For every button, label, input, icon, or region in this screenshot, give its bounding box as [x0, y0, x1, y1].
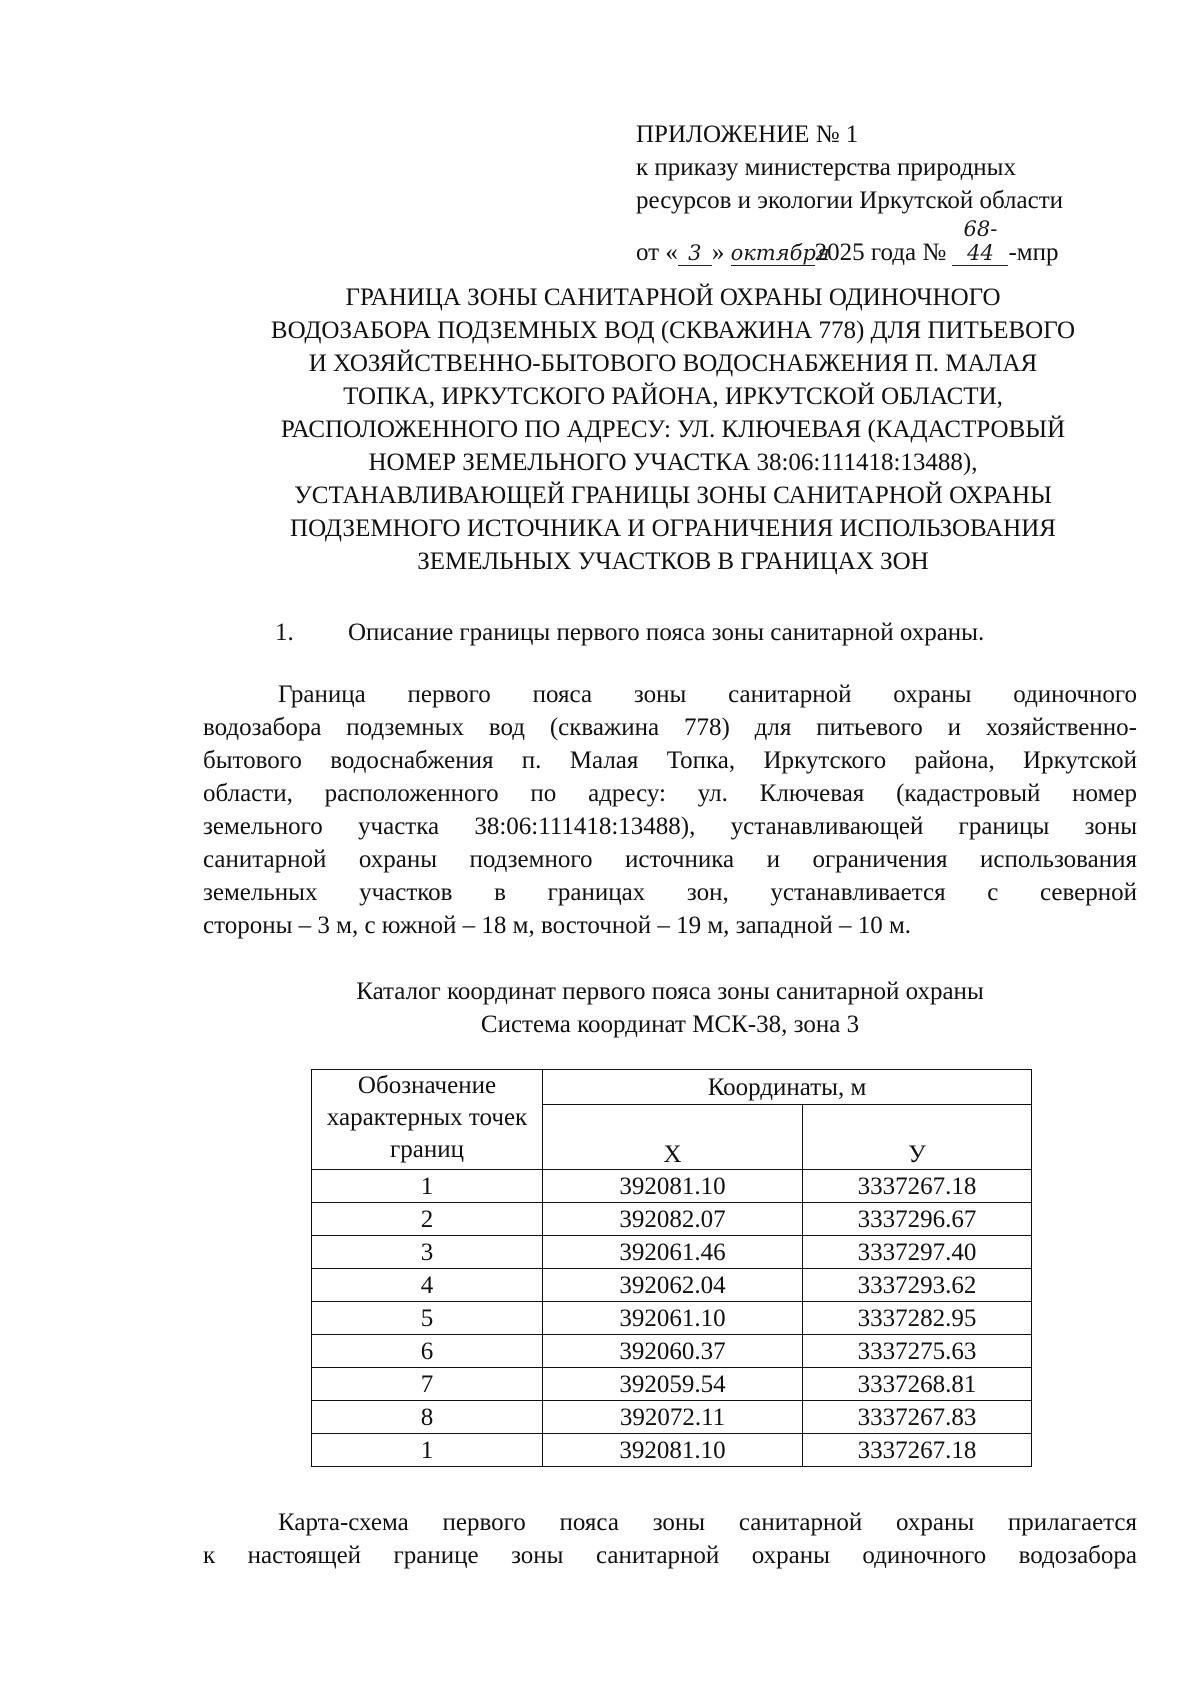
section-heading-text: Описание границы первого пояса зоны санитарной охраны. — [348, 619, 985, 646]
cell-y: 3337267.18 — [803, 1434, 1032, 1467]
appendix-line-2: к приказу министерства природных — [636, 154, 1016, 181]
handwritten-day: 3 — [678, 241, 712, 266]
boundary-description-paragraph — [203, 678, 1137, 942]
section-1-heading — [275, 616, 984, 649]
cell-point: 3 — [312, 1236, 543, 1269]
table-row — [312, 1302, 1032, 1335]
table-row — [312, 1236, 1032, 1269]
cell-y: 3337275.63 — [803, 1335, 1032, 1368]
table-row — [312, 1434, 1032, 1467]
paragraph-line: земельного участка 38:06:111418:13488), устанавливающей границы зоны — [203, 813, 1137, 840]
date-prefix: от « — [636, 239, 678, 266]
caption-line-1: Каталог координат первого пояса зоны санитарной охраны — [356, 978, 984, 1005]
cell-point: 7 — [312, 1368, 543, 1401]
paragraph-line: области, расположенного по адресу: ул. Ключевая (кадастровый номер — [203, 780, 1137, 807]
title-line: УСТАНАВЛИВАЮЩЕЙ ГРАНИЦЫ ЗОНЫ САНИТАРНОЙ ОХРАНЫ — [294, 482, 1052, 509]
title-line: НОМЕР ЗЕМЕЛЬНОГО УЧАСТКА 38:06:111418:13488), — [368, 449, 978, 476]
document-title — [190, 281, 1156, 578]
title-line: ПОДЗЕМНОГО ИСТОЧНИКА И ОГРАНИЧЕНИЯ ИСПОЛЬЗОВАНИЯ — [290, 515, 1056, 542]
paragraph-line: Граница первого пояса зоны санитарной охраны одиночного — [278, 681, 1137, 708]
cell-x: 392059.54 — [543, 1368, 803, 1401]
title-line: ВОДОЗАБОРА ПОДЗЕМНЫХ ВОД (СКВАЖИНА 778) ДЛЯ ПИТЬЕВОГО — [270, 317, 1076, 344]
paragraph-line: водозабора подземных вод (скважина 778) для питьевого и хозяйственно- — [203, 714, 1137, 741]
cell-x: 392060.37 — [543, 1335, 803, 1368]
table-caption — [200, 975, 1140, 1041]
handwritten-month: октября — [730, 241, 830, 265]
cell-y: 3337282.95 — [803, 1302, 1032, 1335]
cell-x: 392061.10 — [543, 1302, 803, 1335]
cell-point: 4 — [312, 1269, 543, 1302]
cell-x: 392061.46 — [543, 1236, 803, 1269]
cell-y: 3337268.81 — [803, 1368, 1032, 1401]
header-x: X — [543, 1105, 803, 1170]
table-row — [312, 1368, 1032, 1401]
title-line: ГРАНИЦА ЗОНЫ САНИТАРНОЙ ОХРАНЫ ОДИНОЧНОГО — [345, 284, 1001, 311]
title-line: РАСПОЛОЖЕННОГО ПО АДРЕСУ: УЛ. КЛЮЧЕВАЯ (КАДАСТРОВЫЙ — [280, 416, 1066, 443]
cell-y: 3337293.62 — [803, 1269, 1032, 1302]
table-row — [312, 1269, 1032, 1302]
cell-point: 1 — [312, 1170, 543, 1203]
appendix-header — [636, 118, 1063, 269]
cell-point: 6 — [312, 1335, 543, 1368]
cell-y: 3337267.18 — [803, 1170, 1032, 1203]
appendix-line-3: ресурсов и экологии Иркутской области — [636, 187, 1064, 214]
header-coordinates: Координаты, м — [543, 1070, 1032, 1105]
paragraph-line: бытового водоснабжения п. Малая Топка, Иркутского района, Иркутской — [203, 747, 1137, 774]
cell-x: 392062.04 — [543, 1269, 803, 1302]
title-line: И ХОЗЯЙСТВЕННО-БЫТОВОГО ВОДОСНАБЖЕНИЯ П. МАЛАЯ — [308, 350, 1038, 377]
cell-x: 392081.10 — [543, 1170, 803, 1203]
cell-point: 8 — [312, 1401, 543, 1434]
order-suffix: -мпр — [1008, 239, 1059, 266]
header-point-text: Обозначение характерных точек границ — [326, 1072, 528, 1163]
cell-y: 3337296.67 — [803, 1203, 1032, 1236]
table-row — [312, 1401, 1032, 1434]
cell-y: 3337297.40 — [803, 1236, 1032, 1269]
cell-y: 3337267.83 — [803, 1401, 1032, 1434]
cell-x: 392082.07 — [543, 1203, 803, 1236]
table-row — [312, 1335, 1032, 1368]
paragraph-line: санитарной охраны подземного источника и ограничения использования — [203, 846, 1137, 873]
cell-x: 392081.10 — [543, 1434, 803, 1467]
cell-point: 5 — [312, 1302, 543, 1335]
caption-line-2: Система координат МСК-38, зона 3 — [480, 1011, 860, 1038]
appendix-title: ПРИЛОЖЕНИЕ № 1 — [636, 121, 859, 148]
table-row — [312, 1170, 1032, 1203]
header-point — [312, 1070, 543, 1170]
header-y: У — [803, 1105, 1032, 1170]
paragraph-line: к настоящей границе зоны санитарной охраны одиночного водозабора — [203, 1542, 1137, 1569]
table-row — [312, 1203, 1032, 1236]
date-year: 2025 года № — [814, 239, 947, 266]
cell-x: 392072.11 — [543, 1401, 803, 1434]
cell-point: 2 — [312, 1203, 543, 1236]
section-number: 1. — [275, 619, 294, 646]
date-mid: » — [711, 239, 725, 266]
title-line: ТОПКА, ИРКУТСКОГО РАЙОНА, ИРКУТСКОЙ ОБЛАСТИ, — [343, 383, 1003, 410]
paragraph-line: стороны – 3 м, с южной – 18 м, восточной – 19 м, западной – 10 м. — [203, 912, 912, 939]
title-line: ЗЕМЕЛЬНЫХ УЧАСТКОВ В ГРАНИЦАХ ЗОН — [417, 548, 929, 575]
paragraph-line: Карта-схема первого пояса зоны санитарной охраны прилагается — [278, 1509, 1137, 1536]
coordinates-table — [311, 1069, 1032, 1467]
map-scheme-paragraph — [203, 1506, 1137, 1572]
paragraph-line: земельных участков в границах зон, устанавливается с северной — [203, 879, 1137, 906]
cell-point: 1 — [312, 1434, 543, 1467]
appendix-date-line — [636, 217, 1063, 269]
handwritten-order-number: 68-44 — [952, 217, 1008, 266]
